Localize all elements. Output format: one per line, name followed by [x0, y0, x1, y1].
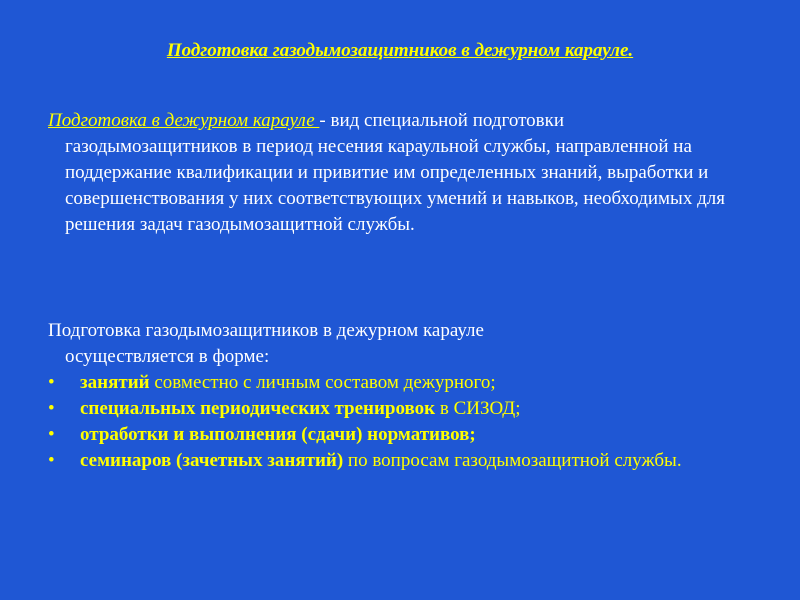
definition-paragraph: [48, 108, 778, 238]
bullet-icon: •: [48, 398, 55, 419]
definition-first-line-rest: - вид специальной подготовки: [319, 110, 565, 131]
forms-intro-first-line: Подготовка газодымозащитников в дежурном карауле: [48, 320, 484, 341]
list-item-text: совместно с личным составом дежурного;: [149, 372, 496, 393]
definition-term: Подготовка в дежурном карауле: [48, 110, 320, 131]
bullet-icon: •: [48, 450, 55, 471]
list-item-text: в СИЗОД;: [435, 398, 521, 419]
forms-intro-paragraph: [48, 318, 778, 370]
definition-first-line: [48, 108, 778, 134]
bullet-icon: •: [48, 424, 55, 445]
list-item: [48, 396, 778, 422]
forms-intro-continuation: осуществляется в форме:: [65, 346, 270, 367]
list-item-bold: семинаров (зачетных занятий): [80, 450, 344, 471]
list-item: [48, 422, 778, 448]
bullet-icon: •: [48, 372, 55, 393]
list-item-text: по вопросам газодымозащитной службы.: [343, 450, 682, 471]
list-item-bold: специальных периодических тренировок: [80, 398, 436, 419]
list-item: [48, 370, 778, 396]
forms-list: [48, 370, 778, 474]
list-item-bold: занятий: [80, 372, 150, 393]
slide-title: Подготовка газодымозащитников в дежурном карауле.: [166, 40, 634, 61]
list-item-bold: отработки и выполнения (сдачи) нормативов;: [80, 424, 476, 445]
list-item: [48, 448, 778, 474]
definition-continuation: газодымозащитников в период несения караульной службы, направленной на поддержание квалификации и привитие им определенных знаний, выработки и совершенствования у них соответствующих умений и навыков, необходимых для решения задач газодымозащитной службы.: [65, 136, 725, 235]
